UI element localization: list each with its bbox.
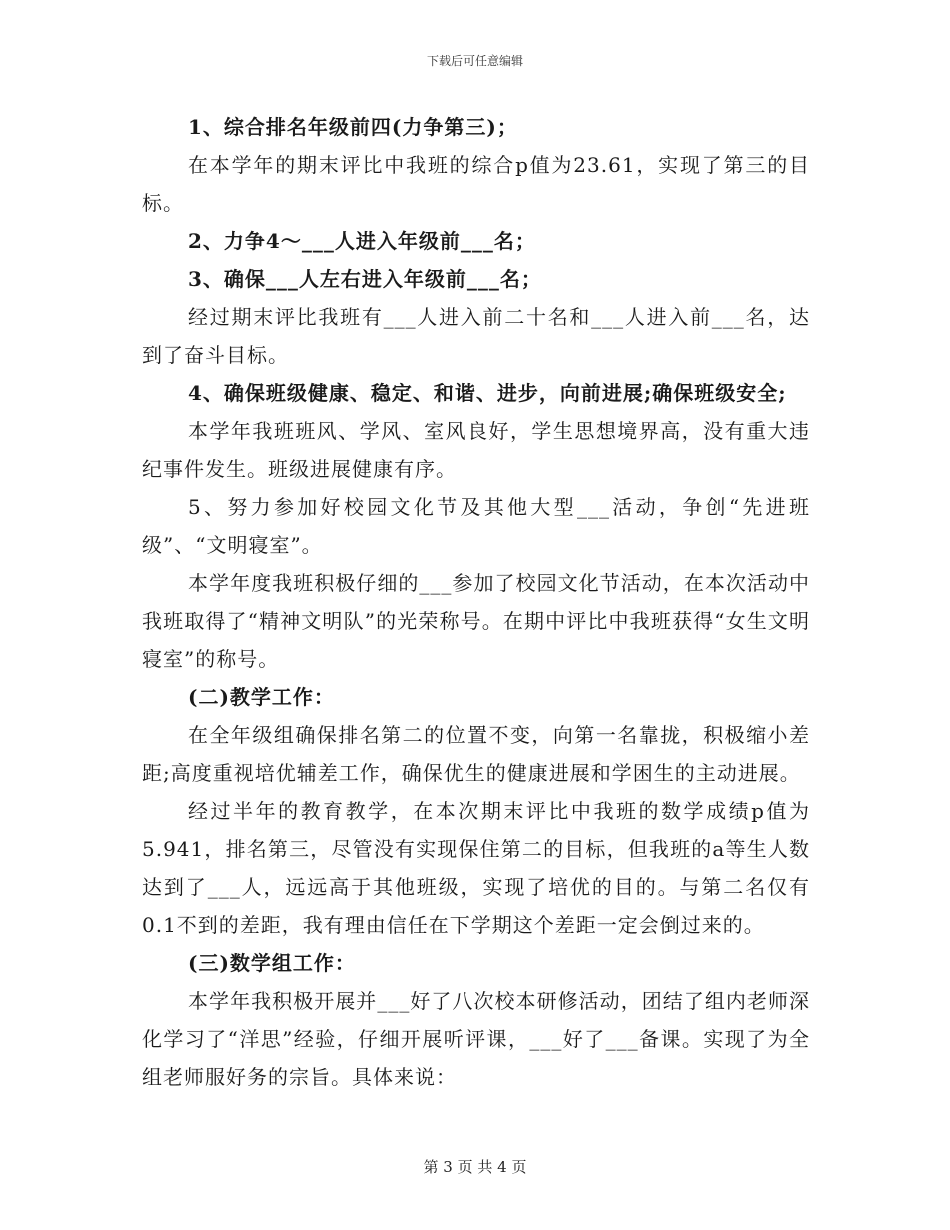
section-heading-teaching: (二)教学工作： xyxy=(188,685,335,709)
paragraph-7: 本学年我班班风、学风、室风良好，学生思想境界高，没有重大违纪事件发生。班级进展健康有序。 xyxy=(142,419,810,481)
paragraph-5: 经过期末评比我班有___人进入前二十名和___人进入前___名，达到了奋斗目标。 xyxy=(142,305,810,367)
paragraph-3: 2、力争4～___人进入年级前___名； xyxy=(188,229,536,253)
paragraph-14: 本学年我积极开展并___好了八次校本研修活动，团结了组内老师深化学习了“洋思”经验，仔细开展听评课，___好了___备课。实现了为全组老师服好务的宗旨。具体来说： xyxy=(142,989,810,1089)
paragraph-2: 在本学年的期末评比中我班的综合p值为23.61，实现了第三的目标。 xyxy=(142,153,810,215)
paragraph-1: 1、综合排名年级前四(力争第三)； xyxy=(188,115,518,139)
paragraph-11: 在全年级组确保排名第二的位置不变，向第一名靠拢，积极缩小差距;高度重视培优辅差工作，确保优生的健康进展和学困生的主动进展。 xyxy=(142,723,810,785)
header-note: 下载后可任意编辑 xyxy=(426,54,523,68)
section-heading-math-group: (三)数学组工作： xyxy=(188,951,356,975)
paragraph-4: 3、确保___人左右进入年级前___名； xyxy=(188,267,542,291)
paragraph-6: 4、确保班级健康、稳定、和谐、进步，向前进展;确保班级安全; xyxy=(188,381,787,405)
page-number: 第 3 页 共 4 页 xyxy=(423,1158,527,1176)
paragraph-9: 本学年度我班积极仔细的___参加了校园文化节活动，在本次活动中我班取得了“精神文明队”的光荣称号。在期中评比中我班获得“女生文明寝室”的称号。 xyxy=(142,571,810,671)
paragraph-12: 经过半年的教育教学，在本次期末评比中我班的数学成绩p值为5.941，排名第三，尽管没有实现保住第二的目标，但我班的a等生人数达到了___人，远远高于其他班级，实现了培优的目的。与第二名仅有0.1不到的差距，我有理由信任在下学期这个差距一定会倒过来的。 xyxy=(142,799,810,937)
paragraph-8: 5、努力参加好校园文化节及其他大型___活动，争创“先进班级”、“文明寝室”。 xyxy=(142,495,810,557)
document-body xyxy=(142,108,810,1096)
